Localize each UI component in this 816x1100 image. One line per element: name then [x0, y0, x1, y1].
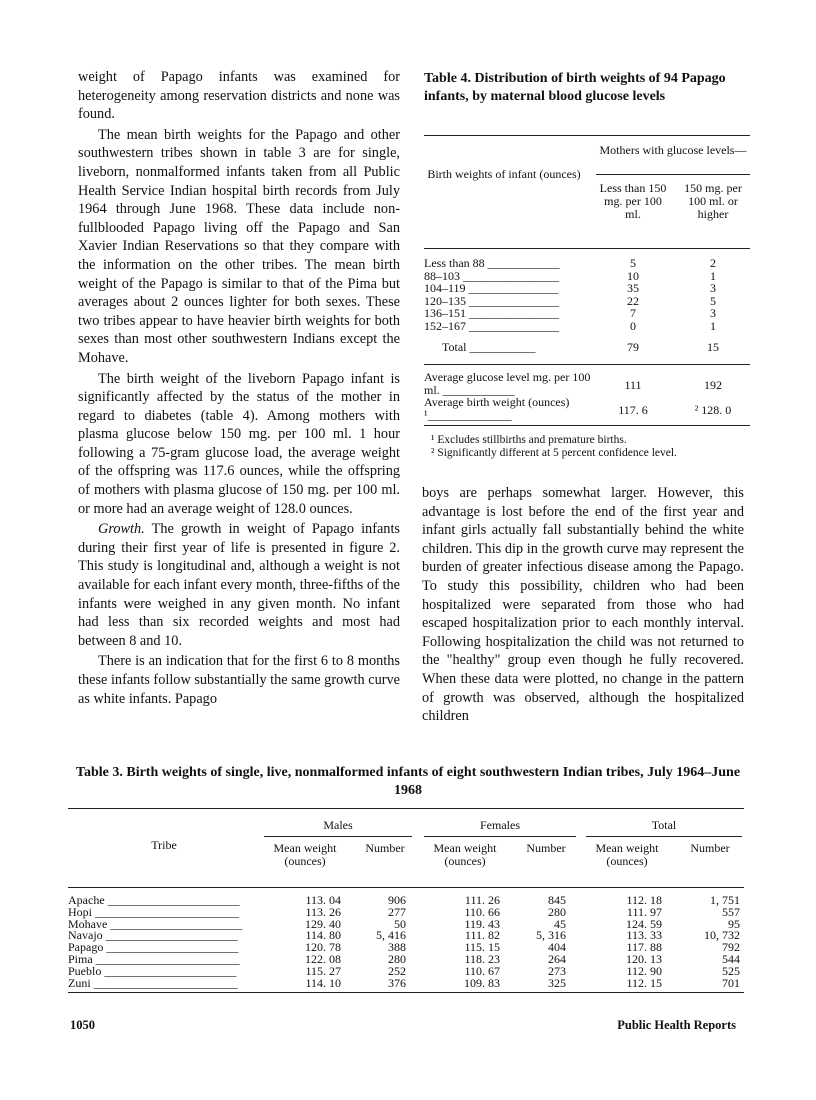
table4-col1-header: Less than 150 mg. per 100 ml. — [599, 181, 667, 221]
paragraph: The birth weight of the liveborn Papago infant is significantly affected by the status of the mother in regard to diabetes (table 4). Among mothers with plasma glucose below 150 mg. per 100 ml. 1 hour following a 75-gram glucose load, the average weight of the offspring was 117.6 ounces, while the offspring of mothers with plasma glucose of 150 mg. per 100 ml. or more had an average weight of 128.0 ounces. — [78, 370, 400, 517]
cell-value: 404 — [548, 940, 566, 955]
cell-value: 544 — [722, 951, 740, 966]
table-row — [424, 320, 750, 333]
cell-value: 557 — [722, 904, 740, 919]
cell-value: 280 — [548, 904, 566, 919]
females-header: Females — [480, 818, 520, 832]
tribe-label: Papago ______________________ — [68, 940, 239, 955]
cell-value: 280 — [388, 951, 406, 966]
cell-value: 114. 80 — [305, 928, 341, 943]
table3 — [68, 808, 744, 993]
cell-value: 906 — [388, 893, 406, 907]
total-value: 79 — [627, 340, 639, 354]
cell-value: 0 — [630, 318, 636, 333]
cell-value: 111. 82 — [464, 928, 500, 943]
females-number-header: Number — [526, 841, 566, 855]
cell-value: 5, 316 — [536, 928, 566, 943]
cell-value: 112. 18 — [626, 893, 662, 907]
table4-body — [424, 249, 750, 356]
cell-value: 95 — [728, 916, 740, 931]
total-value: 15 — [707, 340, 719, 354]
row-label: 88–103 ________________ — [424, 268, 559, 283]
avg-glucose-row — [424, 371, 750, 396]
cell-value: 5 — [630, 256, 636, 270]
table-row — [68, 977, 744, 989]
females-mean-header: Mean weight (ounces) — [433, 841, 497, 868]
cell-value: 117. 6 — [618, 403, 648, 417]
cell-value: 792 — [722, 940, 740, 955]
table-row — [424, 257, 750, 270]
total-label: Total ___________ — [442, 340, 536, 354]
cell-value: 277 — [388, 904, 406, 919]
table4 — [424, 135, 750, 459]
cell-value: 1 — [710, 268, 716, 283]
cell-value: 111 — [624, 378, 642, 392]
males-rule — [264, 836, 412, 837]
table3-body — [68, 888, 744, 988]
paragraph: weight of Papago infants was examined for heterogeneity among reservation districts and none was found. — [78, 69, 400, 123]
cell-value: 5, 416 — [376, 928, 406, 943]
total-rule — [586, 836, 742, 837]
table-row — [68, 906, 744, 918]
cell-value: 110. 67 — [464, 963, 500, 978]
footnote: ² Significantly different at 5 percent confidence level. — [431, 446, 677, 459]
cell-value: 118. 23 — [464, 951, 500, 966]
table4-group-header: Mothers with glucose levels— — [599, 143, 747, 157]
cell-value: 192 — [704, 378, 722, 392]
cell-value: 112. 15 — [626, 975, 662, 990]
tribe-label: Navajo ______________________ — [68, 928, 238, 943]
paragraph: boys are perhaps somewhat larger. However, this advantage is lost before the end of the first year and infant girls actually fall substantially behind the white children. This dip in the growth curve may represent the burden of greater infectious disease among the Papago. To study this possibility, children who had been hospitalized were separated from those who had escaped hospitalization prior to each monthly interval. Following hospitalization the child was not returned to the "healthy" group even though he fully recovered. When these data were plotted, no change in the pattern of growth was observed, although the hospitalized children — [422, 485, 744, 725]
cell-value: 10 — [627, 268, 639, 283]
cell-value: 120. 13 — [626, 951, 662, 966]
paragraph-growth — [78, 520, 400, 650]
table4-title: Table 4. Distribution of birth weights of 94 Papago infants, by maternal blood glucose levels — [424, 71, 726, 104]
cell-value: 701 — [722, 975, 740, 990]
cell-value: 119. 43 — [464, 916, 500, 931]
cell-value: 388 — [388, 940, 406, 955]
table3-title: Table 3. Birth weights of single, live, nonmalformed infants of eight southwestern Indian tribes, July 1964–June 1968 — [75, 765, 741, 798]
table-row — [68, 953, 744, 965]
row-label: 104–119 _______________ — [424, 281, 559, 295]
avg-weight-row — [424, 396, 750, 421]
cell-value: 110. 66 — [464, 904, 500, 919]
row-label: 120–135 _______________ — [424, 293, 559, 308]
cell-value: 114. 10 — [305, 975, 341, 990]
footnote: ¹ Excludes stillbirths and premature births. — [431, 434, 627, 446]
table4-header — [424, 136, 750, 248]
cell-value: 325 — [548, 975, 566, 990]
males-mean-header: Mean weight (ounces) — [273, 841, 337, 868]
cell-value: 112. 90 — [626, 963, 662, 978]
males-header: Males — [323, 818, 353, 832]
cell-value: 376 — [388, 975, 406, 990]
cell-value: 264 — [548, 951, 566, 966]
tribe-label: Hopi ________________________ — [68, 904, 239, 919]
table3-tribe-header: Tribe — [151, 838, 177, 852]
table4-total-row — [424, 338, 750, 356]
cell-value: 111. 97 — [626, 904, 662, 919]
cell-value: 120. 78 — [305, 940, 341, 955]
cell-value: 1 — [710, 318, 716, 333]
females-rule — [424, 836, 576, 837]
avg-glucose-label: Average glucose level mg. per 100 ml. ____________ — [424, 370, 591, 397]
cell-value: 129. 40 — [305, 916, 341, 931]
cell-value: 252 — [388, 963, 406, 978]
row-label: 136–151 _______________ — [424, 306, 559, 320]
table4-col2-header: 150 mg. per 100 ml. or higher — [684, 181, 742, 221]
total-number-header: Number — [690, 841, 730, 855]
cell-value: 845 — [548, 893, 566, 907]
growth-heading: Growth. — [98, 521, 145, 538]
cell-value: 2 — [710, 256, 716, 270]
table-row — [68, 965, 744, 977]
tribe-label: Zuni ________________________ — [68, 975, 238, 990]
table4-footnotes — [424, 434, 750, 459]
paragraph: The mean birth weights for the Papago and other southwestern tribes shown in table 3 are for single, liveborn, nonmalformed infants taken from all Public Health Service Indian hospital birth records from July 1964 through June 1968. These data include non-fullblooded Papago living off the Papago and San Xavier Indian Reservations so that they compare with the information on the other tribes. The mean birth weight of the Papago is similar to that of the Pima but averages about 2 ounces lighter for both sexes. These two tribes appear to have heavier birth weights for both sexes than most other southwestern Indians except the Mohave. — [78, 126, 400, 366]
right-column — [422, 484, 744, 728]
cell-value: 525 — [722, 963, 740, 978]
avg-weight-label: Average birth weight (ounces) ¹______________ — [424, 395, 570, 422]
cell-value: 1, 751 — [710, 893, 740, 907]
cell-value: 273 — [548, 963, 566, 978]
cell-value: 7 — [630, 306, 636, 320]
tribe-label: Pima ________________________ — [68, 951, 240, 966]
cell-value: 5 — [710, 293, 716, 308]
cell-value: 111. 26 — [464, 893, 500, 907]
table4-bottom-rule — [424, 425, 750, 426]
left-column — [78, 68, 400, 710]
total-mean-header: Mean weight (ounces) — [595, 841, 659, 868]
cell-value: 35 — [627, 281, 639, 295]
table4-group-rule — [596, 174, 750, 175]
table4-stub-header: Birth weights of infant (ounces) — [427, 167, 581, 181]
tribe-label: Mohave ______________________ — [68, 916, 243, 931]
table-row — [424, 282, 750, 295]
table-row — [424, 307, 750, 320]
cell-value: ² 128. 0 — [694, 403, 732, 417]
cell-value: 122. 08 — [305, 951, 341, 966]
cell-value: 124. 59 — [626, 916, 662, 931]
males-number-header: Number — [365, 841, 405, 855]
paragraph: There is an indication that for the first 6 to 8 months these infants follow substantially the same growth curve as white infants. Papago — [78, 653, 401, 707]
tribe-label: Pueblo ______________________ — [68, 963, 237, 978]
tribe-label: Apache ______________________ — [68, 893, 240, 907]
cell-value: 117. 88 — [626, 940, 662, 955]
total-header: Total — [651, 818, 677, 832]
growth-text: The growth in weight of Papago infants during their first year of life is presented in figure 2. This study is longitudinal and, although a weight is not available for each infant every month, three-fifths of the infants were weighed in any given month. No infant had less than six recorded weights and most had between 8 and 10. — [78, 521, 400, 649]
cell-value: 113. 26 — [305, 904, 341, 919]
row-label: 152–167 _______________ — [424, 318, 559, 333]
cell-value: 109. 83 — [464, 975, 500, 990]
cell-value: 10, 732 — [704, 928, 740, 943]
table3-header — [68, 809, 744, 887]
table4-stats — [424, 365, 750, 421]
cell-value: 115. 15 — [464, 940, 500, 955]
cell-value: 3 — [710, 281, 716, 295]
cell-value: 3 — [710, 306, 716, 320]
cell-value: 115. 27 — [305, 963, 341, 978]
cell-value: 113. 04 — [305, 893, 341, 907]
table3-bottom-rule — [68, 992, 744, 993]
cell-value: 22 — [627, 293, 639, 308]
cell-value: 113. 33 — [626, 928, 662, 943]
journal-name: Public Health Reports — [617, 1018, 736, 1032]
cell-value: 45 — [554, 916, 566, 931]
page-number: 1050 — [70, 1018, 95, 1032]
cell-value: 50 — [394, 916, 406, 931]
row-label: Less than 88 ____________ — [424, 256, 560, 270]
